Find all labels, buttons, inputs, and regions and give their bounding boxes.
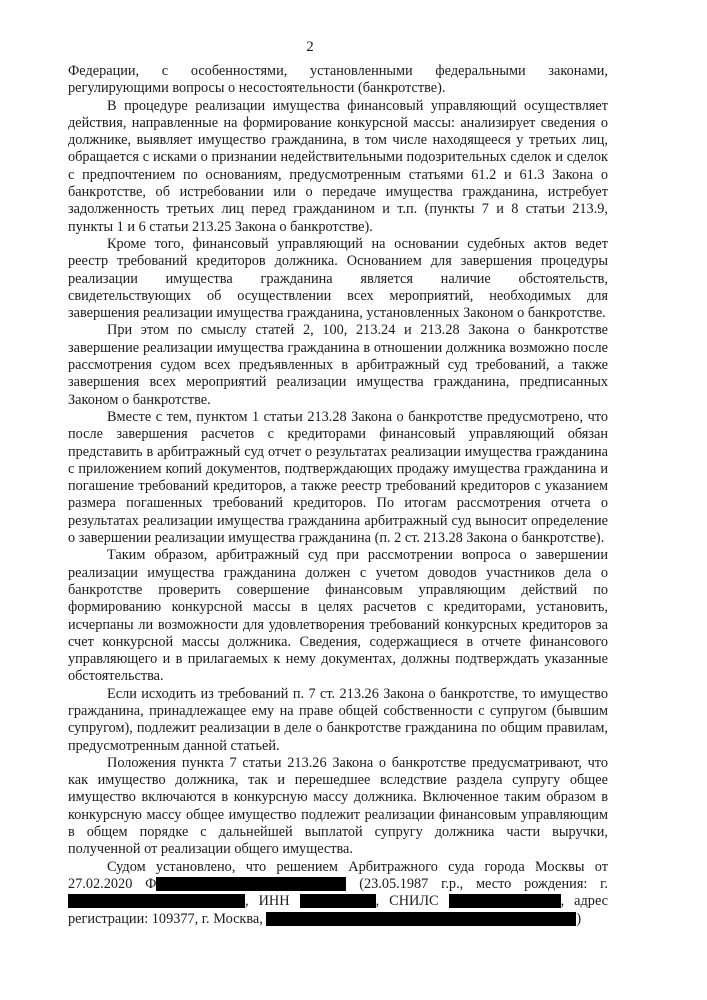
redacted-line-4-text-after: ) [576,910,582,927]
body-paragraph-7: Если исходить из требований п. 7 ст. 213.26 Закона о банкротстве, то имущество гражданина, принадлежащее ему на праве общей собственности с супругом (бывшим супругом), подлежит реализации в деле о банкротстве гражданина по общим правилам, предусмотренным данной статьей. [68,685,608,754]
redaction-bar-inn [300,894,376,908]
body-paragraph-6: Таким образом, арбитражный суд при рассмотрении вопроса о завершении реализации имущества гражданина должен с учетом доводов участников дела о банкротстве проверить совершение финансовым управляющим действий по формированию конкурсной массы в целях расчетов с кредиторами, установить, исчерпаны ли возможности для удовлетворения требований конкурсных кредиторов за счет конкурсной массы должника. Сведения, содержащиеся в отчете финансового управляющего и в прилагаемых к нему документах, должны подтверждать указанные обстоятельства. [68,547,608,685]
redacted-line-3-text-after: , адрес [560,893,608,910]
redaction-bar-birthplace [68,894,245,908]
redacted-line-3 [68,893,608,910]
redacted-line-2-text-before: 27.02.2020 Ф [68,875,157,892]
body-paragraph-2: В процедуре реализации имущества финансовый управляющий осуществляет действия, направленные на формирование конкурсной массы: анализирует сведения о должнике, выявляет имущество гражданина, в том числе находящееся у третьих лиц, обращается с исками о признании недействительными подозрительных сделок и сделок с предпочтением по основаниям, предусмотренным статьями 61.2 и 61.3 Закона о банкротстве, об истребовании или о передаче имущества гражданина, истребует задолженность третьих лиц перед гражданином и т.п. (пункты 7 и 8 статьи 213.9, пункты 1 и 6 статьи 213.25 Закона о банкротстве). [68,97,608,235]
redacted-line-3-text-inn: , ИНН [245,893,300,910]
page-number: 2 [306,39,314,55]
document-body [68,63,608,928]
body-paragraph-8: Положения пункта 7 статьи 213.26 Закона о банкротстве предусматривают, что как имущество должника, так и перешедшее вследствие раздела супругу общее имущество включаются в конкурсную массу должника. Включенное таким образом в конкурсную массу общее имущество подлежит реализации финансовым управляющим в общем порядке с дальнейшей выплатой супругу должника части выручки, полученной от реализации общего имущества. [68,754,608,858]
redacted-line-2 [68,876,608,893]
redacted-line-4 [68,911,608,928]
redacted-line-1 [68,859,608,876]
body-paragraph-5: Вместе с тем, пунктом 1 статьи 213.28 Закона о банкротстве предусмотрено, что после завершения расчетов с кредиторами финансовый управляющий обязан представить в арбитражный суд отчет о результатах реализации имущества гражданина с приложением копий документов, подтверждающих продажу имущества гражданина и погашение требований кредиторов, а также реестр требований кредиторов с указанием размера погашенных требований кредиторов. По итогам рассмотрения отчета о результатах реализации имущества гражданина арбитражный суд выносит определение о завершении реализации имущества гражданина (п. 2 ст. 213.28 Закона о банкротстве). [68,408,608,547]
redaction-bar-address [266,912,576,926]
body-paragraph-4: При этом по смыслу статей 2, 100, 213.24 и 213.28 Закона о банкротстве завершение реализации имущества гражданина в отношении должника возможно после рассмотрения судом всех предъявленных в арбитражный суд требований, а также завершения всех мероприятий реализации имущества гражданина, предписанных Законом о банкротстве. [68,322,608,408]
redacted-line-1-text: Судом установлено, что решением Арбитражного суда города Москвы от [107,858,608,875]
redaction-bar-snils [449,894,561,908]
body-paragraph-3: Кроме того, финансовый управляющий на основании судебных актов ведет реестр требований кредиторов должника. Основанием для завершения процедуры реализации имущества гражданина является наличие обстоятельств, свидетельствующих об осуществлении всех мероприятий, необходимых для завершения реализации имущества гражданина, установленных Законом о банкротстве. [68,235,608,322]
redacted-line-3-text-snils: , СНИЛС [375,893,449,910]
body-paragraph-1: Федерации, с особенностями, установленными федеральными законами, регулирующими вопросы о несостоятельности (банкротстве). [68,63,608,97]
redacted-paragraph [68,859,608,928]
redaction-bar-name [156,877,346,891]
redacted-line-2-text-after: (23.05.1987 г.р., место рождения: г. [346,875,608,892]
redacted-line-4-text-before: регистрации: 109377, г. Москва, [68,910,267,927]
